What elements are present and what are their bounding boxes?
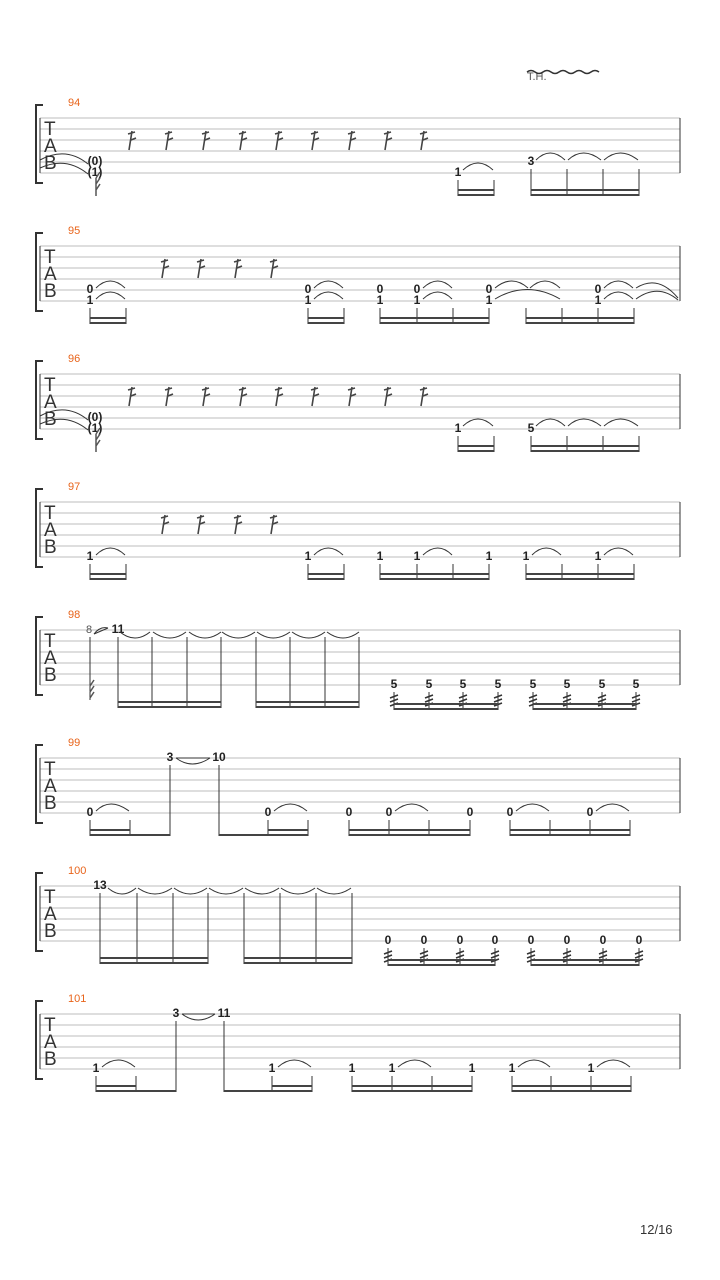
fret-number: (1) <box>87 165 103 179</box>
measure-number: 100 <box>68 865 87 877</box>
staff-lines <box>40 886 680 941</box>
fret-number: 10 <box>212 750 226 764</box>
fret-number: 1 <box>587 1061 595 1075</box>
fret-number: 0 <box>527 933 535 947</box>
fret-number: 1 <box>485 549 493 563</box>
fret-number: 0 <box>385 805 393 819</box>
system-97 <box>36 481 680 580</box>
tab-clef-b: B <box>44 1049 57 1070</box>
tab-clef-t: T <box>44 631 56 652</box>
staff-lines <box>40 1014 680 1069</box>
system-94 <box>36 97 680 196</box>
system-95 <box>36 225 680 324</box>
fret-number: 0 <box>376 282 384 296</box>
fret-number: 1 <box>413 293 421 307</box>
staff-lines <box>40 502 680 557</box>
fret-number: 0 <box>345 805 353 819</box>
fret-number: 1 <box>86 549 94 563</box>
fret-number: 3 <box>172 1006 180 1020</box>
sustain-stems <box>118 637 359 708</box>
fret-number: 1 <box>304 293 312 307</box>
staff-lines <box>40 246 680 301</box>
fret-number: 1 <box>376 293 384 307</box>
fret-number: 5 <box>390 677 398 691</box>
tremolo-stems <box>390 692 640 710</box>
fret-number: (1) <box>87 421 103 435</box>
fret-number: 1 <box>468 1061 476 1075</box>
system-101 <box>36 993 680 1092</box>
tab-clef-t: T <box>44 247 56 268</box>
fret-number: 0 <box>506 805 514 819</box>
fret-number: 3 <box>527 154 535 168</box>
fret-number: 11 <box>217 1006 231 1020</box>
fret-number: 0 <box>456 933 464 947</box>
fret-number: 11 <box>111 622 125 636</box>
system-100 <box>36 865 680 966</box>
fret-number: 0 <box>599 933 607 947</box>
fret-number: 8 <box>86 624 93 636</box>
fret-number: 0 <box>485 282 493 296</box>
fret-number: 0 <box>563 933 571 947</box>
fret-number: 1 <box>594 549 602 563</box>
tab-clef-b: B <box>44 921 57 942</box>
tab-clef-b: B <box>44 409 57 430</box>
fret-number: 0 <box>86 805 94 819</box>
fret-number: (0) <box>87 154 103 168</box>
technique-label: T.H. <box>527 71 547 83</box>
fret-number: 5 <box>563 677 571 691</box>
fret-number: 0 <box>491 933 499 947</box>
fret-number: 1 <box>454 165 462 179</box>
fret-number: 0 <box>635 933 643 947</box>
fret-number: 1 <box>86 293 94 307</box>
tremolo-mark <box>90 680 94 698</box>
tab-clef-b: B <box>44 793 57 814</box>
tab-clef-a: A <box>44 520 57 541</box>
fret-number: 0 <box>384 933 392 947</box>
staff-lines <box>40 118 680 173</box>
tab-clef-b: B <box>44 153 57 174</box>
fret-number: 1 <box>376 549 384 563</box>
tab-clef-t: T <box>44 887 56 908</box>
fret-number: 1 <box>485 293 493 307</box>
tab-clef-b: B <box>44 665 57 686</box>
tab-clef-a: A <box>44 136 57 157</box>
fret-number: 0 <box>420 933 428 947</box>
sustain-stems <box>100 893 352 964</box>
fret-number: 5 <box>529 677 537 691</box>
measure-number: 98 <box>68 609 81 621</box>
fret-number: 5 <box>632 677 640 691</box>
fret-number: 0 <box>466 805 474 819</box>
fret-number: 0 <box>86 282 94 296</box>
tab-clef-a: A <box>44 776 57 797</box>
fret-number: 5 <box>459 677 467 691</box>
fret-number: 0 <box>594 282 602 296</box>
fret-number: 5 <box>425 677 433 691</box>
tab-clef-a: A <box>44 648 57 669</box>
fret-number: 0 <box>304 282 312 296</box>
measure-number: 95 <box>68 225 81 237</box>
fret-number: 0 <box>413 282 421 296</box>
staff-lines <box>40 758 680 813</box>
fret-number: 3 <box>166 750 174 764</box>
fret-number: 5 <box>494 677 502 691</box>
measure-number: 99 <box>68 737 81 749</box>
fret-number: 1 <box>413 549 421 563</box>
fret-number: 1 <box>508 1061 516 1075</box>
measure-number: 101 <box>68 993 87 1005</box>
measure-number: 94 <box>68 97 81 109</box>
tab-clef-a: A <box>44 264 57 285</box>
fret-number: 1 <box>268 1061 276 1075</box>
tab-clef-a: A <box>44 1032 57 1053</box>
tab-clef-b: B <box>44 537 57 558</box>
tab-clef-t: T <box>44 1015 56 1036</box>
tab-clef-a: A <box>44 392 57 413</box>
fret-number: 13 <box>93 878 107 892</box>
tab-clef-t: T <box>44 503 56 524</box>
fret-number: 5 <box>598 677 606 691</box>
system-99 <box>36 737 680 836</box>
fret-number: 1 <box>454 421 462 435</box>
fret-number: 5 <box>527 421 535 435</box>
system-98 <box>36 609 680 710</box>
tab-clef-a: A <box>44 904 57 925</box>
fret-number: 1 <box>594 293 602 307</box>
tremolo-stems <box>384 948 643 966</box>
fret-number: 1 <box>388 1061 396 1075</box>
tab-clef-b: B <box>44 281 57 302</box>
fret-number: 1 <box>304 549 312 563</box>
fret-number: 1 <box>522 549 530 563</box>
tab-clef-t: T <box>44 119 56 140</box>
fret-number: (0) <box>87 410 103 424</box>
fret-number: 1 <box>348 1061 356 1075</box>
system-96 <box>36 353 680 452</box>
fret-number: 1 <box>92 1061 100 1075</box>
staff-lines <box>40 374 680 429</box>
page-indicator: 12/16 <box>640 1222 673 1237</box>
fret-number: 0 <box>264 805 272 819</box>
measure-number: 96 <box>68 353 81 365</box>
fret-number: 0 <box>586 805 594 819</box>
tab-clef-t: T <box>44 375 56 396</box>
tab-clef-t: T <box>44 759 56 780</box>
measure-number: 97 <box>68 481 81 493</box>
